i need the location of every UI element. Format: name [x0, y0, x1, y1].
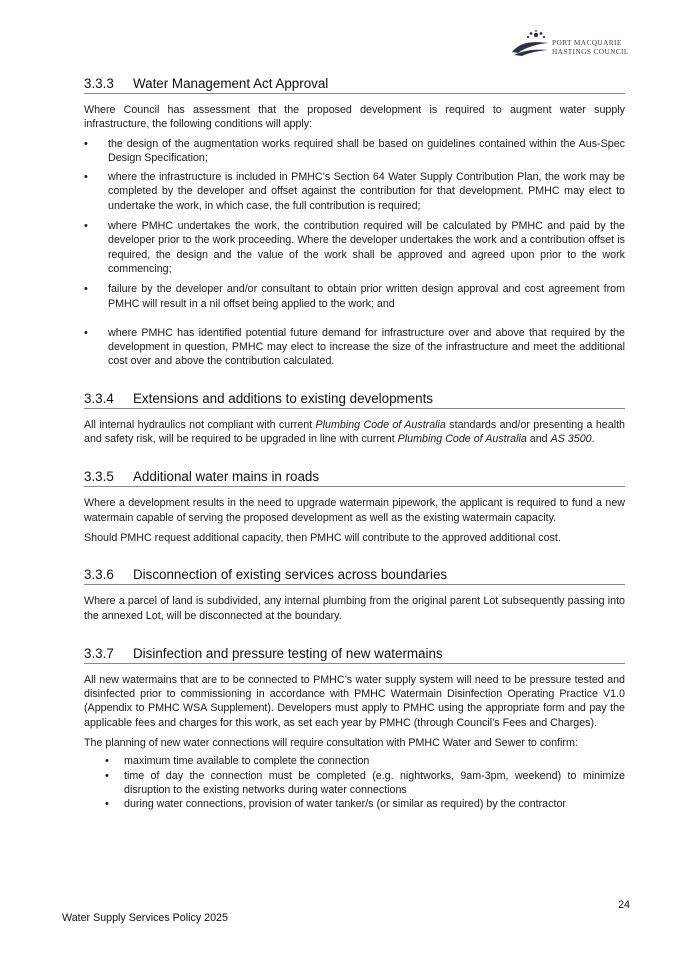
section-number: 3.3.6: [84, 567, 114, 583]
section-number: 3.3.7: [84, 645, 114, 661]
section-number: 3.3.4: [84, 390, 114, 406]
section-heading-3-3-4: [84, 391, 625, 409]
section-title: Additional water mains in roads: [133, 469, 320, 485]
section-title: Water Management Act Approval: [133, 76, 329, 91]
paragraph: The planning of new water connections will require consultation with PMHC Water and Sewer to confirm:: [84, 737, 578, 750]
list-item: • failure by the developer and/or consultant to obtain prior written design approval and cost agreement from PMHC will result in a nil offset being applied to the work; and: [84, 282, 625, 311]
paragraph: Where a development results in the need to upgrade watermain pipework, the applicant is required to fund a new watermain capable of serving the proposed development as well as the existing watermain capacity.: [84, 497, 625, 524]
council-emblem-icon: [510, 30, 550, 60]
section-title: Extensions and additions to existing developments: [133, 390, 433, 406]
section-heading-3-3-3: [84, 76, 625, 94]
paragraph: Where a parcel of land is subdivided, any internal plumbing from the original parent Lot subsequently passing into the annexed Lot, will be disconnected at the boundary.: [84, 595, 625, 622]
section-heading-3-3-5: [84, 469, 625, 487]
section-heading-3-3-6: [84, 567, 625, 585]
section-number: 3.3.5: [84, 469, 114, 485]
list-item: • where the infrastructure is included in PMHC’s Section 64 Water Supply Contribution Plan, the work may be completed by the developer and offset against the contribution for that development. PMHC may elect to undertake the work, in which case, the full contribution is required;: [84, 170, 625, 213]
bullet-list: [84, 754, 625, 811]
paragraph: Should PMHC request additional capacity, then PMHC will contribute to the approved additional cost.: [84, 531, 561, 544]
council-logo: [510, 30, 640, 60]
list-item: • the design of the augmentation works required shall be based on guidelines contained within the Aus-Spec Design Specification;: [84, 137, 625, 166]
section-number: 3.3.3: [84, 76, 114, 91]
list-item: • where PMHC undertakes the work, the contribution required will be calculated by PMHC and paid by the developer prior to the work proceeding. Where the developer undertakes the work and a contribution offset is required, the design and the value of the work shall be approved and agreed upon prior to the work commencing;: [84, 219, 625, 276]
page-content: [84, 76, 625, 812]
logo-line-1: PORT MACQUARIE: [552, 38, 622, 47]
paragraph: Where Council has assessment that the proposed development is required to augment water supply infrastructure, the following conditions will apply:: [84, 104, 625, 131]
logo-line-2: HASTINGS COUNCIL: [552, 47, 629, 56]
paragraph: All new watermains that are to be connected to PMHC’s water supply system will need to be pressure tested and disinfected prior to commissioning in accordance with PMHC Watermain Disinfection Operating Practice V1.0 (Appendix to PMHC WSA Supplement). Developers must apply to PMHC using the appropriate form and pay the applicable fees and charges for this work, as set each year by PMHC (through Council’s Fees and Charges).: [84, 673, 625, 729]
list-item: • during water connections, provision of water tanker/s (or similar as required) by the contractor: [84, 797, 625, 811]
footer-title: Water Supply Services Policy 2025: [62, 912, 228, 924]
list-item: • maximum time available to complete the connection: [84, 754, 625, 768]
bullet-list: [84, 137, 625, 369]
list-item: • where PMHC has identified potential future demand for infrastructure over and above that required by the development in question, PMHC may elect to increase the size of the infrastructure and meet the additional cost over and above the contribution calculated.: [84, 326, 625, 369]
section-heading-3-3-7: [84, 646, 625, 664]
section-title: Disconnection of existing services across boundaries: [133, 567, 448, 583]
section-title: Disinfection and pressure testing of new watermains: [133, 645, 443, 661]
list-item: • time of day the connection must be completed (e.g. nightworks, 9am-3pm, weekend) to minimize disruption to the existing networks during water connections: [84, 769, 625, 798]
page-number: 24: [618, 899, 630, 911]
paragraph: All internal hydraulics not compliant with current Plumbing Code of Australia standards and/or presenting a health and safety risk, will be required to be upgraded in line with current Plumbing Code of Australia and AS 3500.: [84, 418, 625, 446]
